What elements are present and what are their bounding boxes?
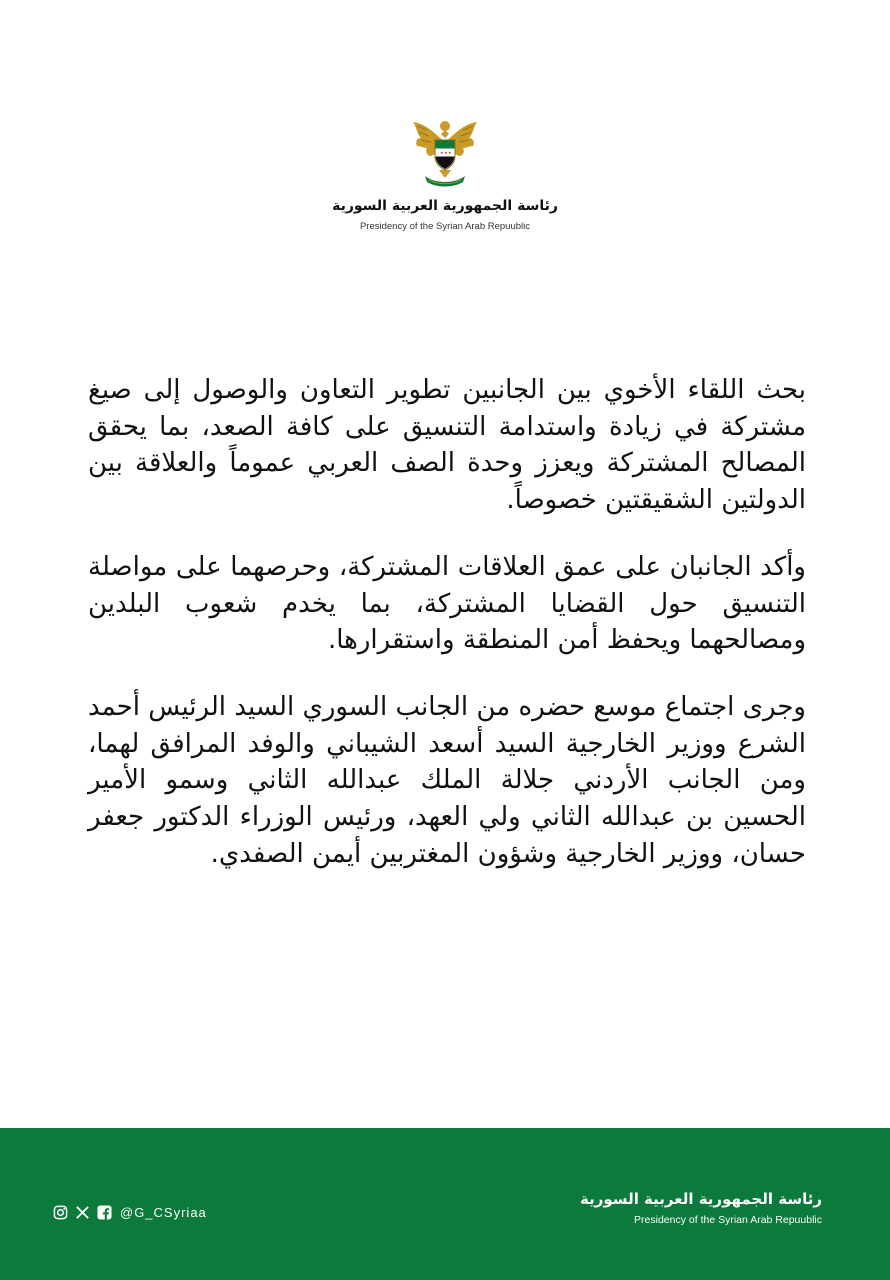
statement-paragraph: وجرى اجتماع موسع حضره من الجانب السوري السيد الرئيس أحمد الشرع ووزير الخارجية السيد أسعد الشيباني والوفد المرافق لهما، ومن الجانب الأردني جلالة الملك عبدالله الثاني وسمو الأمير الحسين بن عبدالله الثاني ولي العهد، ورئيس الوزراء الدكتور جعفر حسان، ووزير الخارجية وشؤون المغتربين أيمن الصفدي. [88,691,806,869]
social-handle[interactable]: @G_CSyriaa [120,1204,207,1220]
instagram-icon[interactable] [52,1204,68,1220]
eagle-emblem-icon [405,112,485,192]
footer-title-arabic: رئاسة الجمهورية العربية السورية [580,1190,822,1208]
footer-title-english: Presidency of the Syrian Arab Repuublic [634,1214,822,1226]
statement-paragraph: بحث اللقاء الأخوي بين الجانبين تطوير التعاون والوصول إلى صيغ مشتركة في زيادة واستدامة التنسيق على كافة الصعد، بما يحقق المصالح المشتركة ويعزز وحدة الصف العربي عموماً والعلاقة بين الدولتين الشقيقتين خصوصاً. [88,375,806,516]
svg-text:★: ★ [448,150,452,155]
header-title-arabic: رئاسة الجمهورية العربية السورية [332,198,558,214]
svg-text:★: ★ [440,150,444,155]
statement-body [88,372,806,902]
facebook-icon[interactable] [96,1204,112,1220]
svg-text:★: ★ [444,150,448,155]
x-icon[interactable] [74,1204,90,1220]
social-links [52,1202,207,1222]
header-title-english: Presidency of the Syrian Arab Repuublic [359,221,531,232]
statement-paragraph: وأكد الجانبان على عمق العلاقات المشتركة، وحرصهما على مواصلة التنسيق حول القضايا المشتركة، بما يخدم شعوب البلدين ومصالحهما ويحفظ أمن المنطقة واستقرارها. [88,551,806,656]
